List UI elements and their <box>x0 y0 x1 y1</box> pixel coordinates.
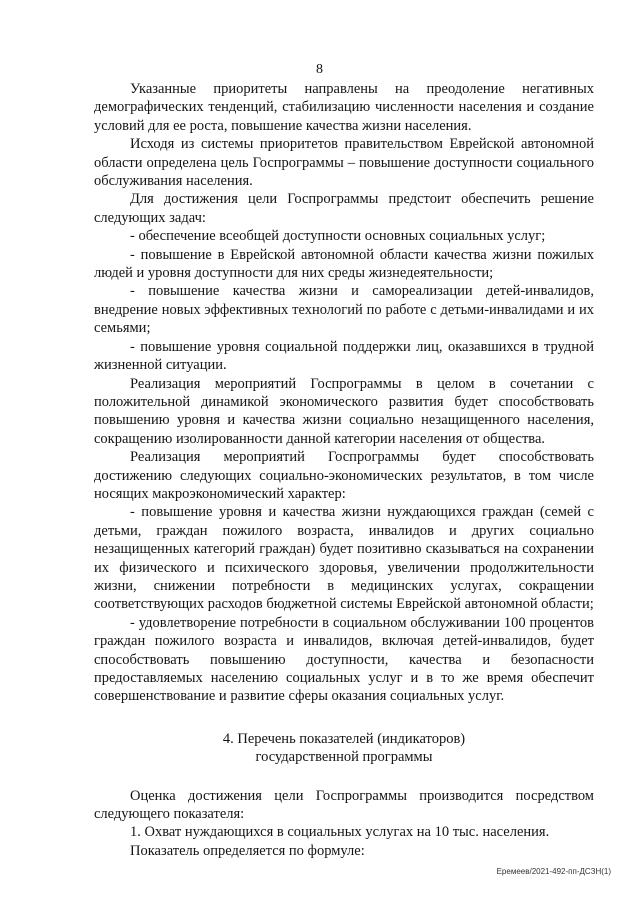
paragraph: Указанные приоритеты направлены на преодоление негативных демографических тенденций, стабилизацию численности населения и создание условий для ее роста, повышение качества жизни населения. <box>94 81 594 134</box>
document-footer-code: Еремеев/2021-492-пп-ДСЗН(1) <box>496 867 611 876</box>
list-item: - повышение качества жизни и самореализации детей-инвалидов, внедрение новых эффективных технологий по работе с детьми-инвалидами и их семьями; <box>94 283 594 337</box>
paragraph: Для достижения цели Госпрограммы предстоит обеспечить решение следующих задач: <box>94 191 594 226</box>
list-item: - обеспечение всеобщей доступности основных социальных услуг; <box>130 228 546 245</box>
list-item: - удовлетворение потребности в социальном обслуживании 100 процентов граждан пожилого возраста и инвалидов, включая детей-инвалидов, будет способствовать повышению доступности, качества и безопасности предоставляемых населению социальных услуг и в то же время обеспечит совершенствование и развитие сферы оказания социальных услуг. <box>94 614 594 705</box>
list-item: - повышение уровня социальной поддержки лиц, оказавшихся в трудной жизненной ситуации. <box>94 338 594 374</box>
list-item: - повышение уровня и качества жизни нуждающихся граждан (семей с детьми, граждан пожилого возраста, инвалидов и других социально незащищенных категорий граждан) будет позитивно сказываться на сохранении их физического и психического здоровья, увеличении продолжительности жизни, снижении потребности в медицинских услугах, сокращении соответствующих расходов бюджетной системы Еврейской автономной области; <box>94 504 594 613</box>
paragraph: Оценка достижения цели Госпрограммы производится посредством следующего показателя: <box>94 787 594 823</box>
section-title-line: государственной программы <box>255 749 433 766</box>
paragraph: Реализация мероприятий Госпрограммы в целом в сочетании с положительной динамикой экономического развития будет способствовать повышению уровня и качества жизни социально незащищенного населения, сокращению изолированности данной категории населения от общества. <box>94 375 594 447</box>
paragraph: 1. Охват нуждающихся в социальных услугах на 10 тыс. населения. <box>130 824 550 841</box>
paragraph: Показатель определяется по формуле: <box>130 842 365 859</box>
section-title-line: 4. Перечень показателей (индикаторов) <box>222 730 466 747</box>
paragraph: Исходя из системы приоритетов правительством Еврейской автономной области определена цель Госпрограммы – повышение доступности социального обслуживания населения. <box>94 136 594 190</box>
list-item: - повышение в Еврейской автономной области качества жизни пожилых людей и уровня доступности для них среды жизнедеятельности; <box>94 246 594 282</box>
page-number: 8 <box>316 62 323 77</box>
document-body <box>94 80 594 860</box>
section-title <box>94 730 594 767</box>
paragraph: Реализация мероприятий Госпрограммы будет способствовать достижению следующих социально-экономических результатов, в том числе носящих макроэкономический характер: <box>94 449 594 502</box>
